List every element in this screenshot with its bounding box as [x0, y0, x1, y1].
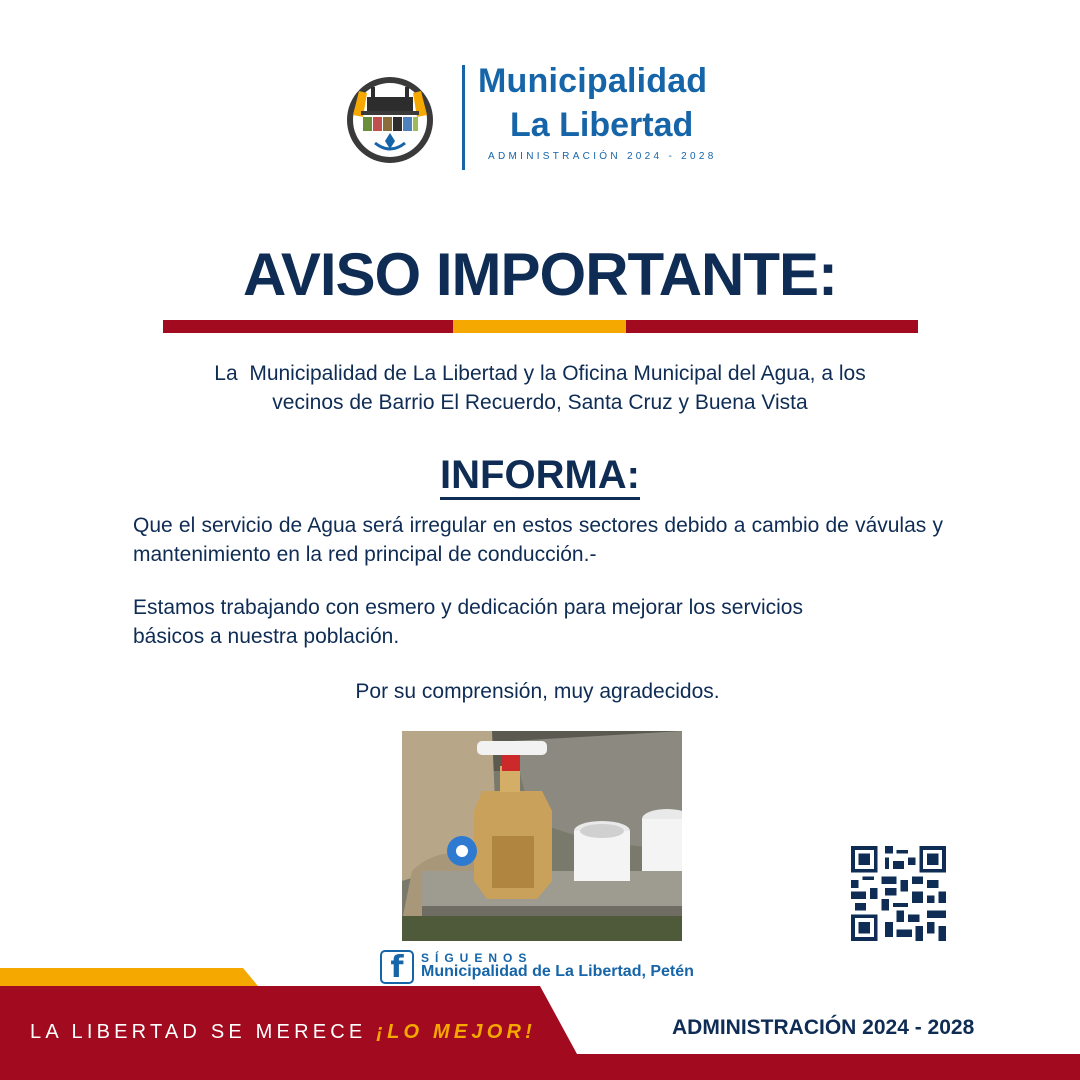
municipal-crest-icon [345, 75, 435, 165]
informa-heading [0, 453, 1080, 498]
facebook-glyph: f [390, 950, 404, 985]
brand-name-line1: Municipalidad [478, 62, 708, 100]
divider-red-segment [626, 320, 918, 333]
social-page-name[interactable]: Municipalidad de La Libertad, Petén [421, 963, 694, 980]
footer-gold-stripe [0, 968, 243, 986]
notice-thanks: Por su comprensión, muy agradecidos. [355, 680, 720, 703]
divider-gold-segment [453, 320, 626, 333]
footer-gold-corner [243, 968, 258, 986]
qr-code-icon [851, 846, 946, 941]
brand-administration: ADMINISTRACIÓN 2024 - 2028 [488, 151, 717, 162]
notice-paragraph-1: Que el servicio de Agua será irregular en estos sectores debido a cambio de vávulas y mantenimiento en la red principal de conducción.- [133, 514, 943, 566]
notice-title: AVISO IMPORTANTE: [242, 241, 838, 308]
brand-divider [462, 65, 465, 170]
paragraph-line: básicos a nuestra población. [133, 625, 400, 648]
footer-administration: ADMINISTRACIÓN 2024 - 2028 [672, 1016, 975, 1039]
footer-slogan-emphasis: ¡LO MEJOR! [376, 1021, 536, 1043]
notice-intro [100, 359, 980, 417]
informa-heading-text: INFORMA: [440, 453, 640, 500]
notice-paragraph-2 [133, 593, 943, 651]
brand-name-line2: La Libertad [510, 106, 694, 144]
water-valve-photo [402, 731, 682, 941]
divider-red-segment [163, 320, 453, 333]
intro-line: La Municipalidad de La Libertad y la Oficina Municipal del Agua, a los [214, 362, 866, 385]
footer-slogan-text: LA LIBERTAD SE MERECE [30, 1021, 377, 1043]
social-follow-label: SÍGUENOS [421, 951, 533, 965]
footer-slogan [30, 1021, 536, 1044]
paragraph-line: Estamos trabajando con esmero y dedicación para mejorar los servicios [133, 596, 803, 619]
intro-line: vecinos de Barrio El Recuerdo, Santa Cruz y Buena Vista [272, 391, 808, 414]
title-divider-bar [163, 320, 918, 333]
